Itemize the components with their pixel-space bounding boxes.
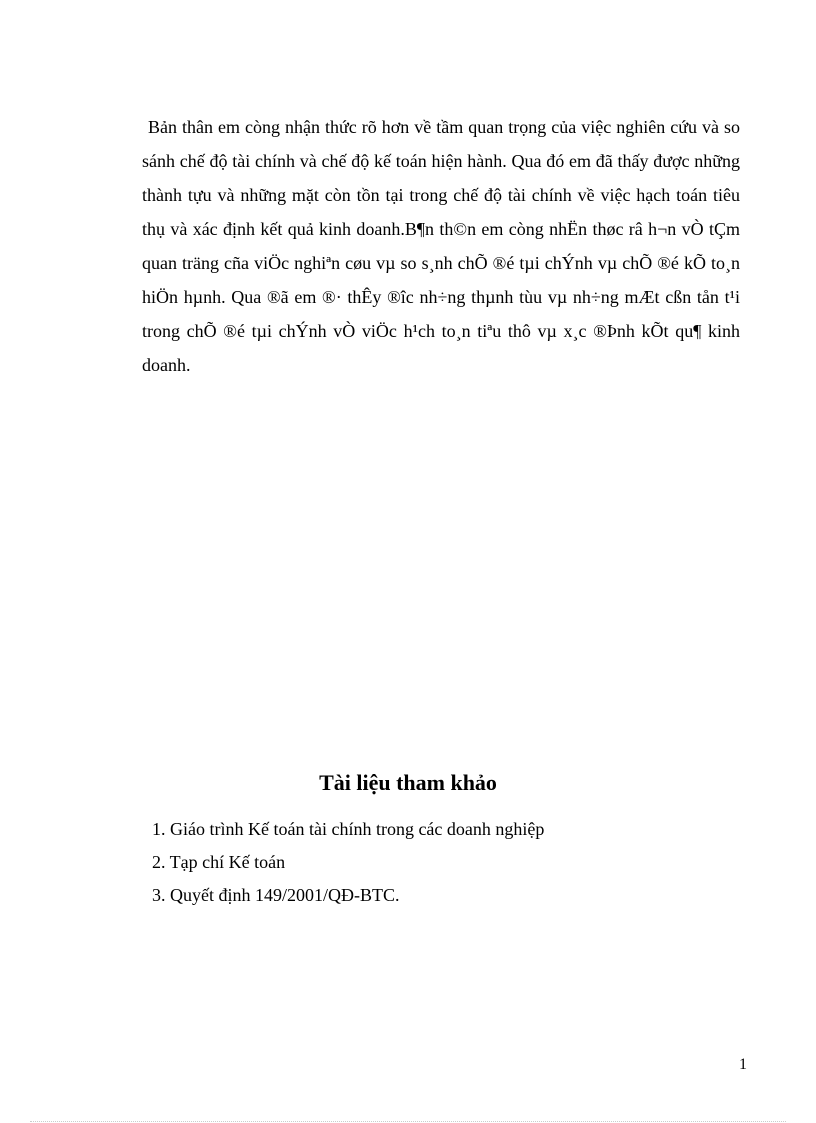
reference-item: 3. Quyết định 149/2001/QĐ-BTC.: [152, 885, 400, 905]
page-number: 1: [739, 1056, 747, 1073]
references-heading: Tài liệu tham khảo: [319, 770, 497, 795]
references-list: [152, 813, 544, 912]
body-paragraph-block: [142, 110, 740, 382]
reference-item: 1. Giáo trình Kế toán tài chính trong các doanh nghiệp: [152, 819, 545, 839]
page-bottom-divider: [30, 1121, 786, 1122]
reference-item: 2. Tạp chí Kế toán: [152, 852, 286, 872]
body-paragraph: Bản thân em còng nhận thức rõ hơn về tầm quan trọng của việc nghiên cứu và so sánh chế độ tài chính và chế độ kế toán hiện hành. Qua đó em đã thấy được những thành tựu và những mặt còn tồn tại trong chế độ tài chính về việc hạch toán tiêu thụ và xác định kết quả kinh doanh.B¶n th©n em còng nhËn thøc râ h¬n vÒ tÇm quan träng cña viÖc nghiªn cøu vµ so s¸nh chÕ ®é tµi chÝnh vµ chÕ ®é kÕ to¸n hiÖn hµnh. Qua ®ã em ®· thÊy ®îc nh÷ng thµnh tùu vµ nh÷ng mÆt cßn tån t¹i trong chÕ ®é tµi chÝnh vÒ viÖc h¹ch to¸n tiªu thô vµ x¸c ®Þnh kÕt qu¶ kinh doanh.: [142, 117, 740, 375]
